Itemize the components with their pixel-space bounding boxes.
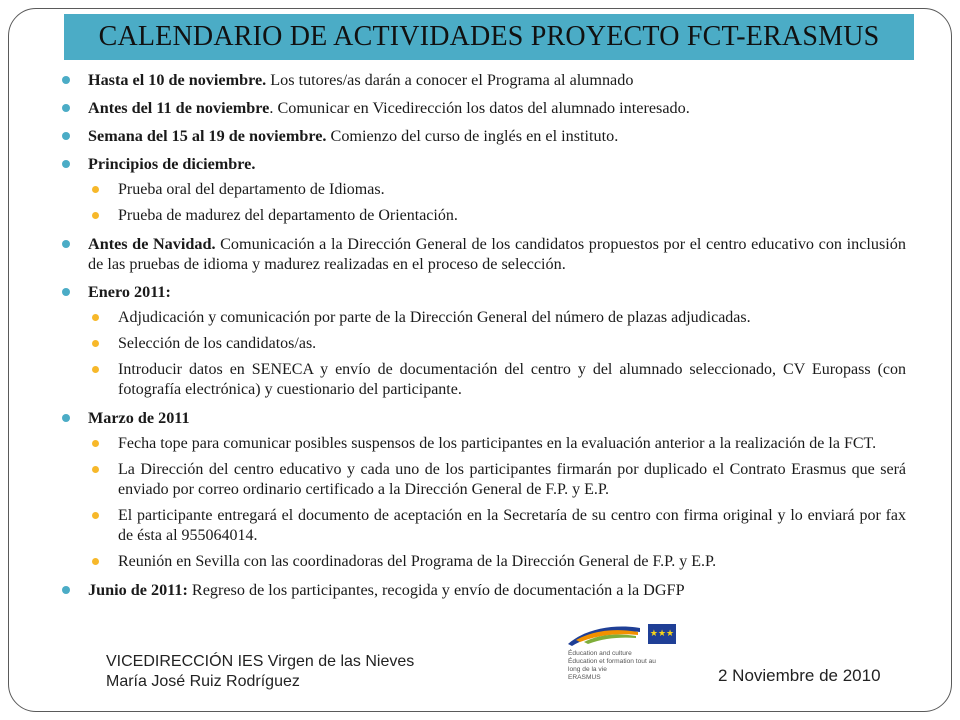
activity-item [60,126,906,146]
activity-item [60,234,906,274]
activity-description: Regreso de los participantes, recogida y envío de documentación a la DGFP [187,581,685,599]
activity-subitem: Fecha tope para comunicar posibles suspensos de los participantes en la evaluación anterior a la realización de la FCT. [88,434,906,454]
activity-date: Antes del 11 de noviembre [88,99,270,117]
activity-subitem: Prueba oral del departamento de Idiomas. [88,180,906,200]
activity-date: Antes de Navidad. [88,235,216,253]
footer-name: María José Ruiz Rodríguez [106,673,300,690]
activity-item [60,70,906,90]
logo-swoosh-graphic [566,622,642,648]
activity-item [60,580,906,600]
activity-subitem: Reunión en Sevilla con las coordinadoras del Programa de la Dirección General de F.P. y E.P. [88,552,906,572]
logo-caption-line: ERASMUS [568,674,601,681]
logo-caption-line: Éducation et formation tout au [568,658,656,665]
activity-date: Semana del 15 al 19 de noviembre. [88,127,327,145]
activity-subitem: Selección de los candidatos/as. [88,334,906,354]
activity-list [60,62,906,600]
activity-date: Hasta el 10 de noviembre. [88,71,267,89]
activity-subitem: La Dirección del centro educativo y cada uno de los participantes firmarán por duplicado el Contrato Erasmus que será enviado por correo ordinario certificado a la Dirección General de F.P. y E.P. [88,460,906,500]
slide-title: CALENDARIO DE ACTIVIDADES PROYECTO FCT-ERASMUS [98,21,880,52]
activity-subitem: Adjudicación y comunicación por parte de la Dirección General del número de plazas adjudicadas. [88,308,906,328]
activity-item [60,408,906,428]
logo-caption [568,650,678,682]
activity-item [60,282,906,302]
activity-date: Enero 2011: [88,283,171,301]
activity-subitem: Introducir datos en SENECA y envío de documentación del centro y del alumnado seleccionado, CV Europass (con fotografía electrónica) y cuestionario del participante. [88,360,906,400]
activity-date: Marzo de 2011 [88,409,190,427]
activity-description: . Comunicar en Vicedirección los datos del alumnado interesado. [269,99,690,117]
activity-description: Los tutores/as darán a conocer el Programa al alumnado [266,71,634,89]
footer-department: VICEDIRECCIÓN IES Virgen de las Nieves [106,653,415,670]
footer-date: 2 Noviembre de 2010 [718,666,881,685]
logo-caption-line: long de la vie [568,666,607,673]
activity-date: Principios de diciembre. [88,155,256,173]
logo-caption-line: Éducation and culture [568,650,632,657]
activity-subitem: Prueba de madurez del departamento de Orientación. [88,206,906,226]
title-bar [64,14,914,60]
activity-item [60,154,906,174]
activity-subitem: El participante entregará el documento de aceptación en la Secretaría de su centro con firma original y lo enviará por fax de ésta al 955064014. [88,506,906,546]
activity-description: Comienzo del curso de inglés en el instituto. [326,127,619,145]
activity-item [60,98,906,118]
activity-date: Junio de 2011: [88,581,188,599]
footer-author [106,652,414,692]
erasmus-logo [560,618,680,696]
eu-flag-icon: ★★★ [648,624,676,644]
activity-description: Comunicación a la Dirección General de los candidatos propuestos por el centro educativo con inclusión de las pruebas de idioma y madurez realizadas en el proceso de selección. [88,235,906,273]
